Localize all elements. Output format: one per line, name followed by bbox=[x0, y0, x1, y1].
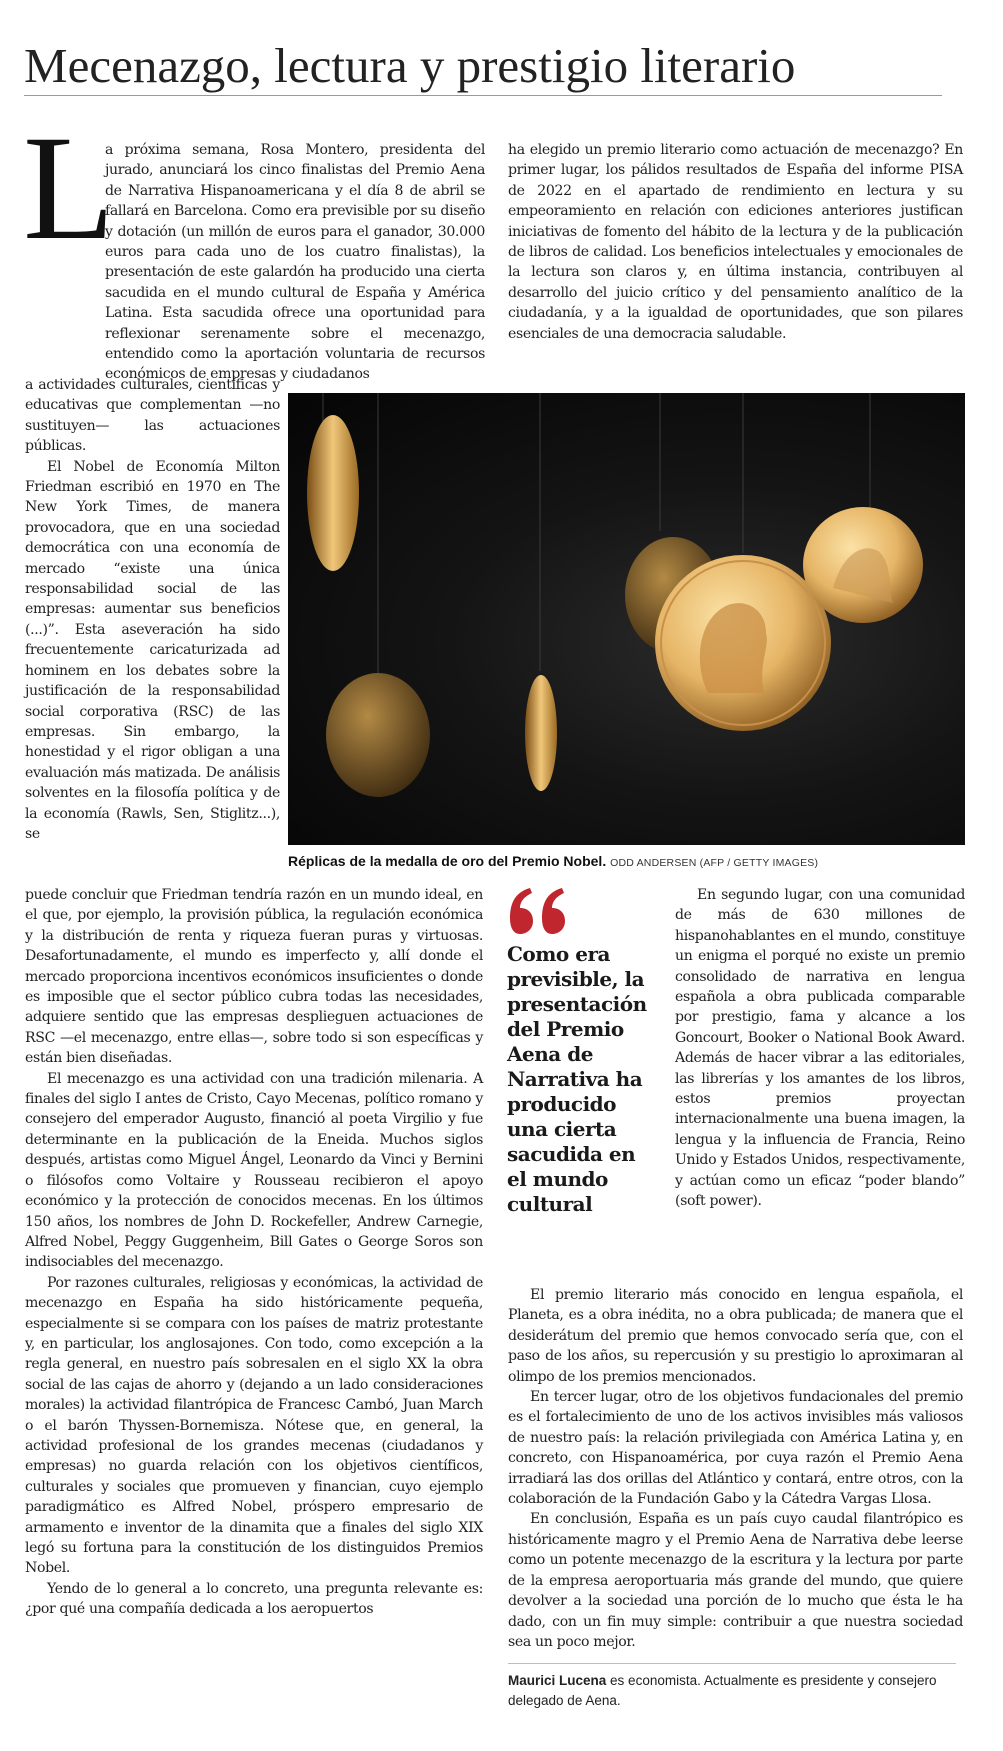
col1-bottom-p2: El mecenazgo es una actividad con una tradición milenaria. A finales del siglo I antes de Cristo, Cayo Mecenas, político romano y consejero del emperador Augusto, financió al poeta Virgilio y fue determinante en la publicación de la Eneida. Muchos siglos después, artistas como Miguel Ángel, Leonardo da Vinci y Bernini o filósofos como Voltaire y Rousseau recibieron el apoyo económico y la protección de conocidos mecenas. En los últimos 150 años, los nombres de John D. Rockefeller, Andrew Carnegie, Alfred Nobel, Peggy Guggenheim, Bill Gates o George Soros son indisociables del mecenazgo. bbox=[25, 1070, 483, 1271]
caption-text: Réplicas de la medalla de oro del Premio Nobel. bbox=[288, 853, 607, 869]
photo-caption bbox=[288, 852, 968, 872]
col1-intro-first-lines bbox=[105, 140, 485, 385]
col3-narrow-p1: En segundo lugar, con una comunidad de más de 630 millones de hispanohablantes en el mundo, constituye un enigma el porqué no existe un premio consolidado de narrativa en lengua española a obra publicada comparable por prestigio, fama y alcance a los Goncourt, Booker o National Book Award. Además de hacer vibrar a las editoriales, las librerías y los amantes de los libros, estos premios proyectan internacionalmente una buena imagen, la lengua y la influencia de Francia, Reino Unido y Estados Unidos, respectivamente, y actúan como un eficaz “poder blando” (soft power). bbox=[675, 887, 965, 1210]
col2-bottom-p2: En tercer lugar, otro de los objetivos fundacionales del premio es el fortalecimiento de uno de los activos invisibles más valiosos de nuestro país: la relación privilegiada con América Latina y, en concreto, con Hispanoamérica, por cuya razón el Premio Aena irradiará las dos orillas del Atlántico y contará, entre otros, con la colaboración de la Fundación Gabo y la Cátedra Vargas Llosa. bbox=[508, 1389, 963, 1508]
col2-bottom-p1: El premio literario más conocido en lengua española, el Planeta, es a obra inédita, no a obra publicada; de manera que el desiderátum del premio que hemos convocado sería que, con el paso de los años, su repercusión y su prestigio lo aproximaran al olimpo de los premios mencionados. bbox=[508, 1287, 963, 1385]
author-bio bbox=[508, 1671, 958, 1711]
col1-narrow-p2: El Nobel de Economía Milton Friedman escribió en 1970 en The New York Times, de manera provocadora, que en una sociedad democrática con una economía de mercado “existe una única responsabilidad social de las empresas: aumentar sus beneficios (...)”. Esta aseveración ha sido frecuentemente caricaturizada ad hominem en los debates sobre la justificación de la responsabilidad social corporativa (RSC) de las empresas. Sin embargo, la honestidad y el rigor obligan a una evaluación más matizada. De análisis solventes en la filosofía política y de la economía (Rawls, Sen, Stiglitz...), se bbox=[25, 458, 280, 842]
drop-cap: L bbox=[23, 105, 115, 271]
nobel-medals-photo bbox=[288, 393, 965, 845]
col1-narrow-p1: a actividades culturales, científicas y educativas que complementan —no sustituyen— las actuaciones públicas. bbox=[25, 377, 280, 455]
col2-bottom-text bbox=[508, 1285, 963, 1652]
col1-bottom-p4: Yendo de lo general a lo concreto, una pregunta relevante es: ¿por qué una compañía dedicada a los aeropuertos bbox=[25, 1580, 483, 1618]
author-name: Maurici Lucena bbox=[508, 1673, 607, 1688]
col1-bottom-p3: Por razones culturales, religiosas y económicas, la actividad de mecenazgo en España ha sido históricamente pequeña, especialmente si se compara con los países de matriz protestante y, en particular, los anglosajones. Con todo, como excepción a la regla general, en nuestro país sobresalen en el siglo XX la obra social de las cajas de ahorro y (dejando a un lado consideraciones morales) la actividad filantrópica de Francesc Cambó, Juan March o el barón Thyssen-Bornemisza. Nótese que, en general, la actividad profesional de los grandes mecenas (ciudadanos y empresas) no guarda relación con los objetivos científicos, culturales y sociales que promueven y financian, cuyo ejemplo paradigmático es Alfred Nobel, próspero empresario de armamento e inventor de la dinamita que a finales del siglo XIX legó su fortuna para la constitución de los distinguidos Premios Nobel. bbox=[25, 1274, 483, 1577]
medal-edge-left bbox=[307, 415, 359, 571]
author-description: es economista. Actualmente es presidente y consejero delegado de Aena. bbox=[508, 1673, 937, 1708]
pull-quote: Como era previsible, la presentación del Premio Aena de Narrativa ha producido una cierta sacudida en el mundo cultural bbox=[507, 942, 647, 1216]
medal-dim-lower-left bbox=[326, 673, 430, 797]
medal-edge-center bbox=[525, 675, 557, 791]
col2-top-p1: ha elegido un premio literario como actuación de mecenazgo? En primer lugar, los pálidos resultados de España del informe PISA de 2022 en el apartado de rendimiento en lectura y su empeoramiento en relación con ediciones anteriores justifican iniciativas de fomento del hábito de la lectura y de la publicación de libros de calidad. Los beneficios intelectuales y emocionales de la lectura son claros y, en última instancia, contribuyen al desarrollo del juicio crítico y del pensamiento analítico de la ciudadanía, y a la igualdad de oportunidades, que son pilares esenciales de una democracia saludable. bbox=[508, 142, 963, 342]
quote-mark-icon bbox=[506, 884, 572, 934]
col1-narrow-text bbox=[25, 375, 280, 844]
medals-illustration bbox=[288, 393, 965, 845]
col2-bottom-p3: En conclusión, España es un país cuyo caudal filantrópico es históricamente magro y el Premio Aena de Narrativa debe leerse como un potente mecenazgo de la escritura y la lectura por parte de la empresa aeroportuaria más grande del mundo, que quiere devolver a la sociedad una porción de lo mucho que ésta le ha dado, con un fin muy simple: contribuir a que nuestra sociedad sea un poco mejor. bbox=[508, 1511, 963, 1650]
col3-narrow-text bbox=[675, 885, 965, 1212]
author-rule bbox=[508, 1663, 956, 1664]
photo-credit: ODD ANDERSEN (AFP / GETTY IMAGES) bbox=[610, 857, 819, 869]
col1-top-text: a próxima semana, Rosa Montero, presidenta del jurado, anunciará los cinco finalistas del Premio Aena de Narrativa Hispanoamericana y el día 8 de abril se fallará en Barcelona. Como era previsible por su diseño y dotación (un millón de euros para el ganador, 30.000 euros para cada uno de los cuatro finalistas), la presentación de este galardón ha producido una cierta sacudida en el mundo cultural de España y América Latina. Esta sacudida ofrece una oportunidad para reflexionar serenamente sobre el mecenazgo, entendido como la aportación voluntaria de recursos económicos de empresas y ciudadanos bbox=[105, 142, 485, 383]
col1-bottom-text bbox=[25, 885, 483, 1620]
col1-bottom-p1: puede concluir que Friedman tendría razón en un mundo ideal, en el que, por ejemplo, la provisión pública, la regulación económica y la distribución de renta y riqueza fueran puras y virtuosas. Desafortunadamente, el mundo es imperfecto y, allí donde el mercado proporciona incentivos económicos insuficientes o donde es imposible que el sector público cubra todas las necesidades, adquiere sentido que las empresas desplieguen actuaciones de RSC —el mecenazgo, entre ellas—, sobre todo si son específicas y están bien diseñadas. bbox=[25, 887, 483, 1067]
col2-top-text bbox=[508, 140, 963, 344]
headline: Mecenazgo, lectura y prestigio literario bbox=[24, 38, 796, 93]
headline-rule bbox=[24, 95, 942, 96]
